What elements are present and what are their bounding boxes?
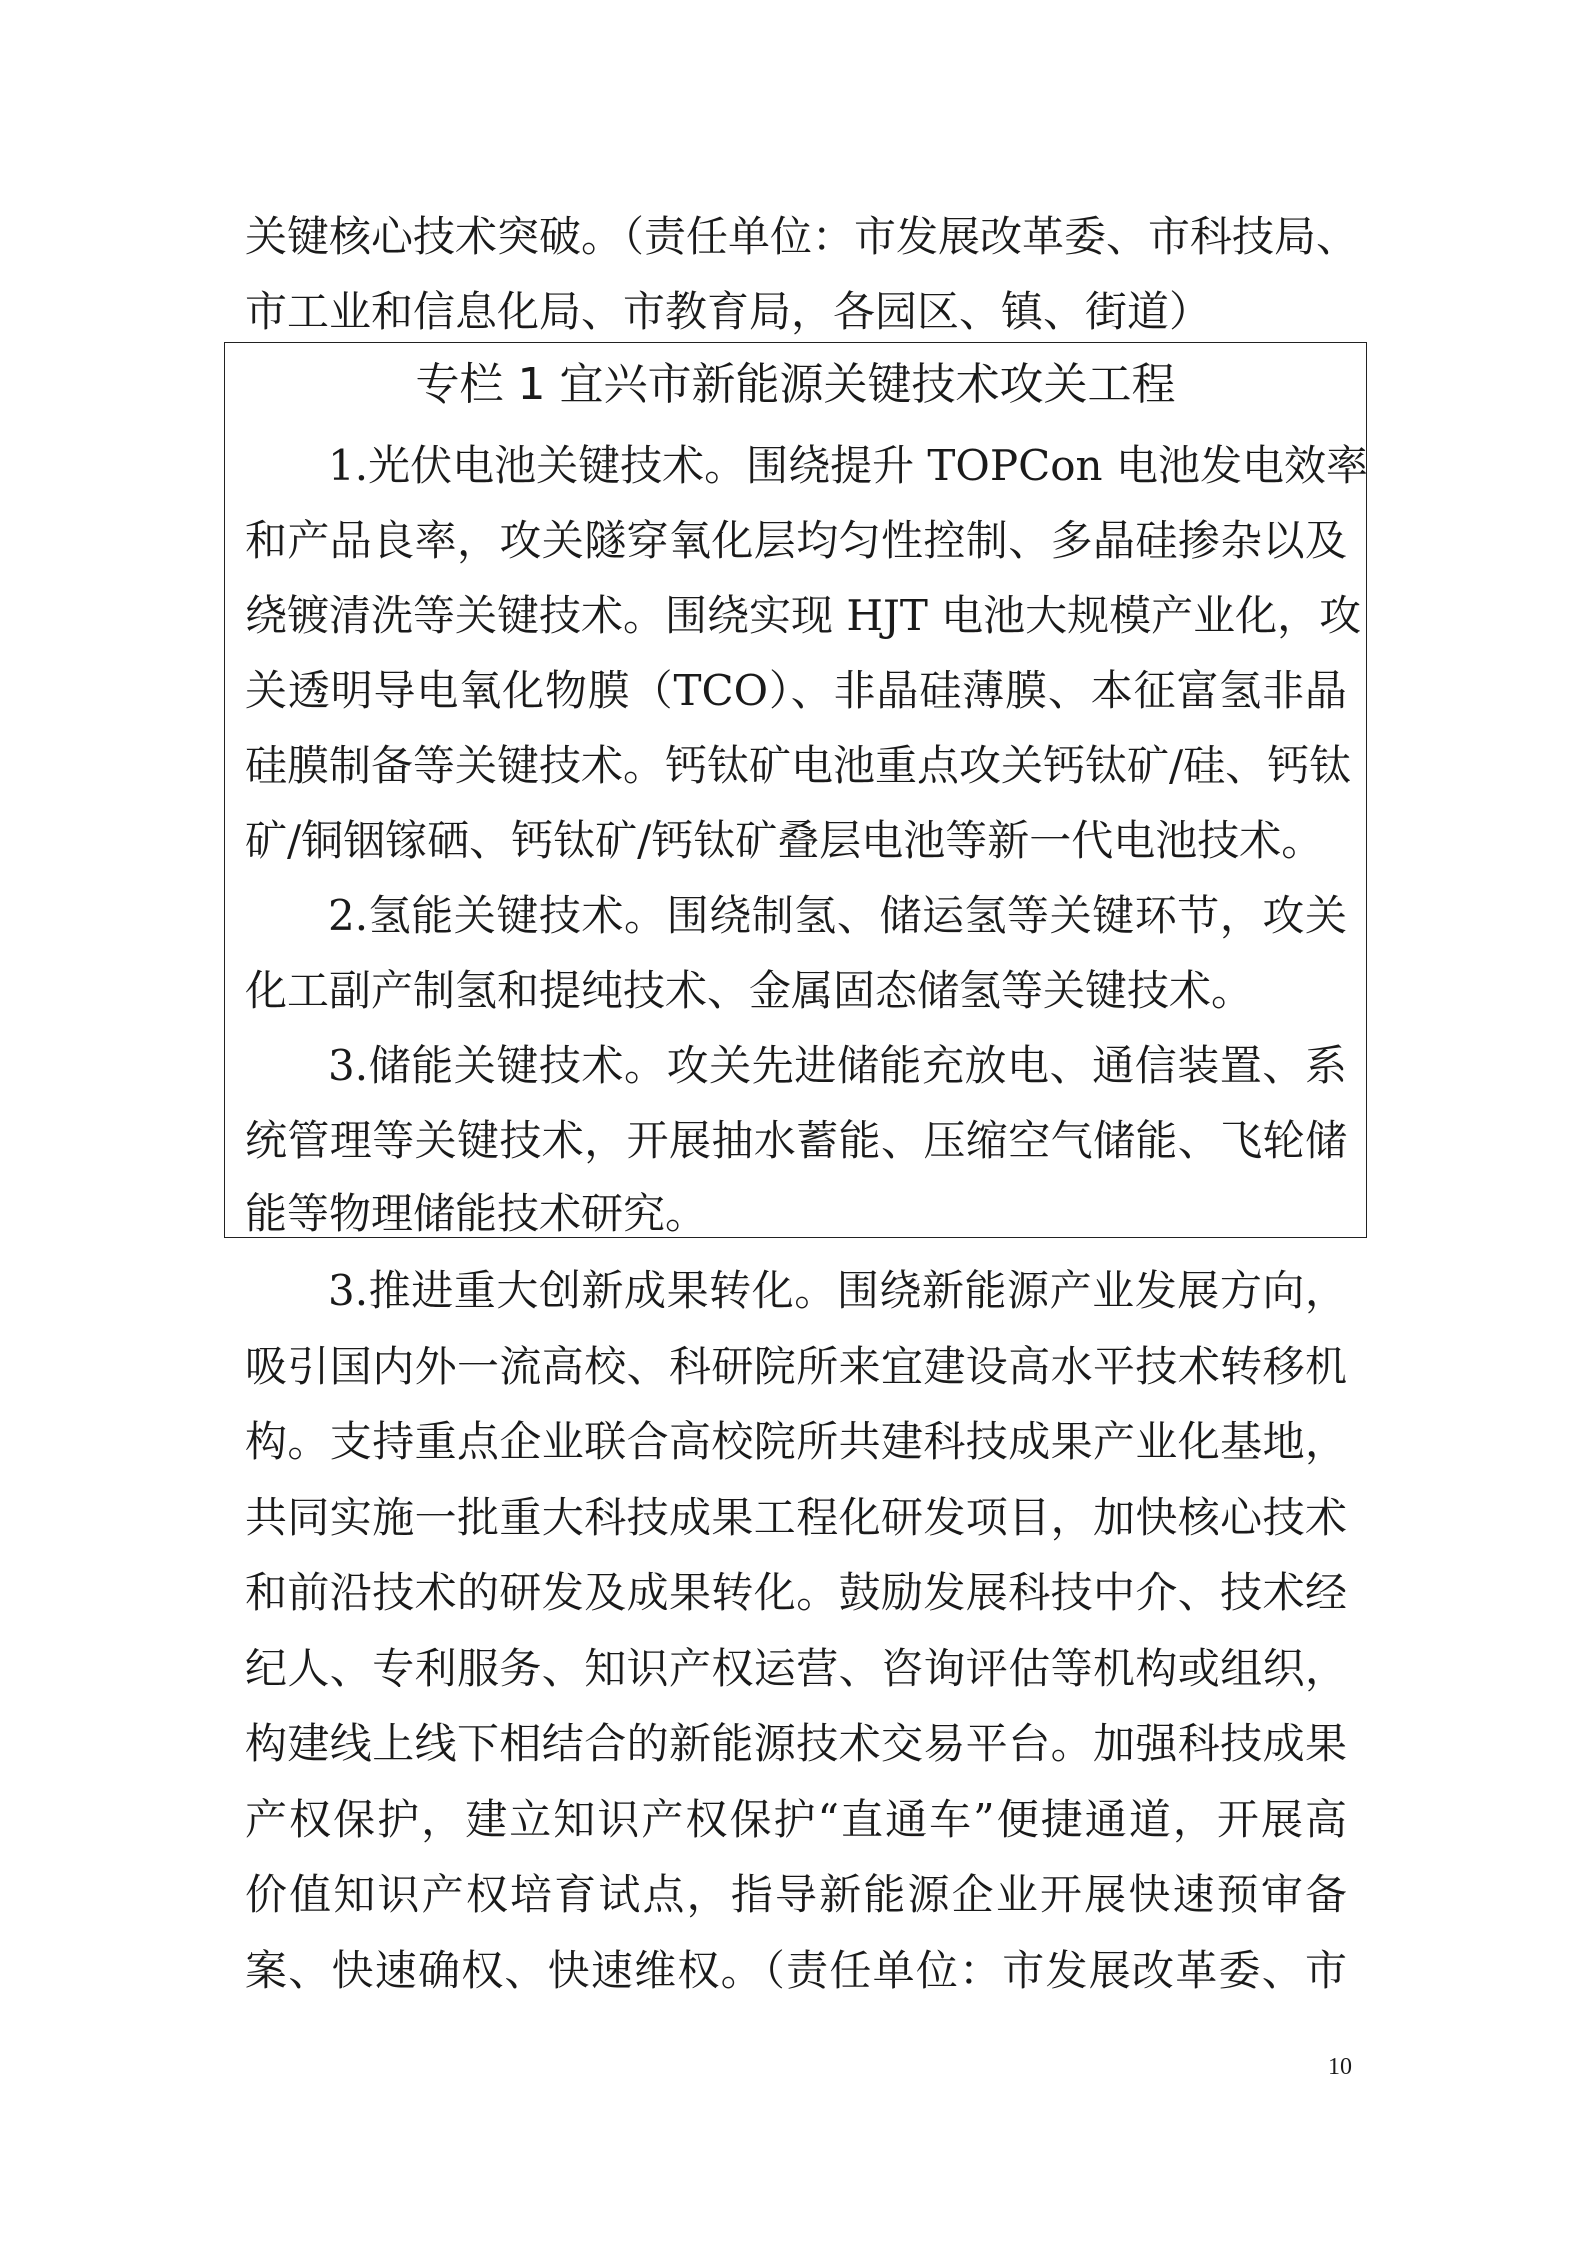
box-item-3-line-3: 能等物理储能技术研究。	[245, 1189, 708, 1238]
section-line-5: 和前沿技术的研发及成果转化。鼓励发展科技中介、技术经	[245, 1568, 1347, 1617]
intro-line-1: 关键核心技术突破。（责任单位：市发展改革委、市科技局、	[245, 212, 1359, 261]
box-item-3-line-1: 3.储能关键技术。攻关先进储能充放电、通信装置、系	[328, 1041, 1347, 1090]
intro-line-2: 市工业和信息化局、市教育局，各园区、镇、街道）	[245, 287, 1212, 336]
box-item-1-line-3: 绕镀清洗等关键技术。围绕实现 HJT 电池大规模产业化，攻	[245, 591, 1362, 640]
box-item-3-line-2: 统管理等关键技术，开展抽水蓄能、压缩空气储能、飞轮储	[245, 1116, 1347, 1165]
box-item-1-line-6: 矿/铜铟镓硒、钙钛矿/钙钛矿叠层电池等新一代电池技术。	[245, 816, 1324, 865]
section-line-6: 纪人、专利服务、知识产权运营、咨询评估等机构或组织，	[245, 1644, 1347, 1693]
box-item-1-line-4: 关透明导电氧化物膜（TCO）、非晶硅薄膜、本征富氢非晶	[245, 666, 1347, 715]
box-item-2-line-2: 化工副产制氢和提纯技术、金属固态储氢等关键技术。	[245, 966, 1254, 1015]
box-item-1-line-2: 和产品良率，攻关隧穿氧化层均匀性控制、多晶硅掺杂以及	[245, 516, 1347, 565]
box-item-1-line-5: 硅膜制备等关键技术。钙钛矿电池重点攻关钙钛矿/硅、钙钛	[245, 741, 1352, 790]
section-line-2: 吸引国内外一流高校、科研院所来宜建设高水平技术转移机	[245, 1342, 1347, 1391]
section-line-7: 构建线上线下相结合的新能源技术交易平台。加强科技成果	[245, 1719, 1347, 1768]
page-number: 10	[1328, 2054, 1352, 2080]
box-item-1-line-1: 1.光伏电池关键技术。围绕提升 TOPCon 电池发电效率	[328, 441, 1368, 490]
section-line-3: 构。支持重点企业联合高校院所共建科技成果产业化基地，	[245, 1417, 1347, 1466]
section-line-8: 产权保护，建立知识产权保护“直通车”便捷通道，开展高	[245, 1795, 1347, 1844]
column-box-title: 专栏 1 宜兴市新能源关键技术攻关工程	[415, 359, 1176, 410]
section-line-10: 案、快速确权、快速维权。（责任单位：市发展改革委、市	[245, 1946, 1347, 1995]
section-line-9: 价值知识产权培育试点，指导新能源企业开展快速预审备	[245, 1870, 1347, 1919]
section-line-4: 共同实施一批重大科技成果工程化研发项目，加快核心技术	[245, 1493, 1347, 1542]
box-item-2-line-1: 2.氢能关键技术。围绕制氢、储运氢等关键环节，攻关	[328, 891, 1347, 940]
section-line-1: 3.推进重大创新成果转化。围绕新能源产业发展方向，	[328, 1266, 1347, 1315]
